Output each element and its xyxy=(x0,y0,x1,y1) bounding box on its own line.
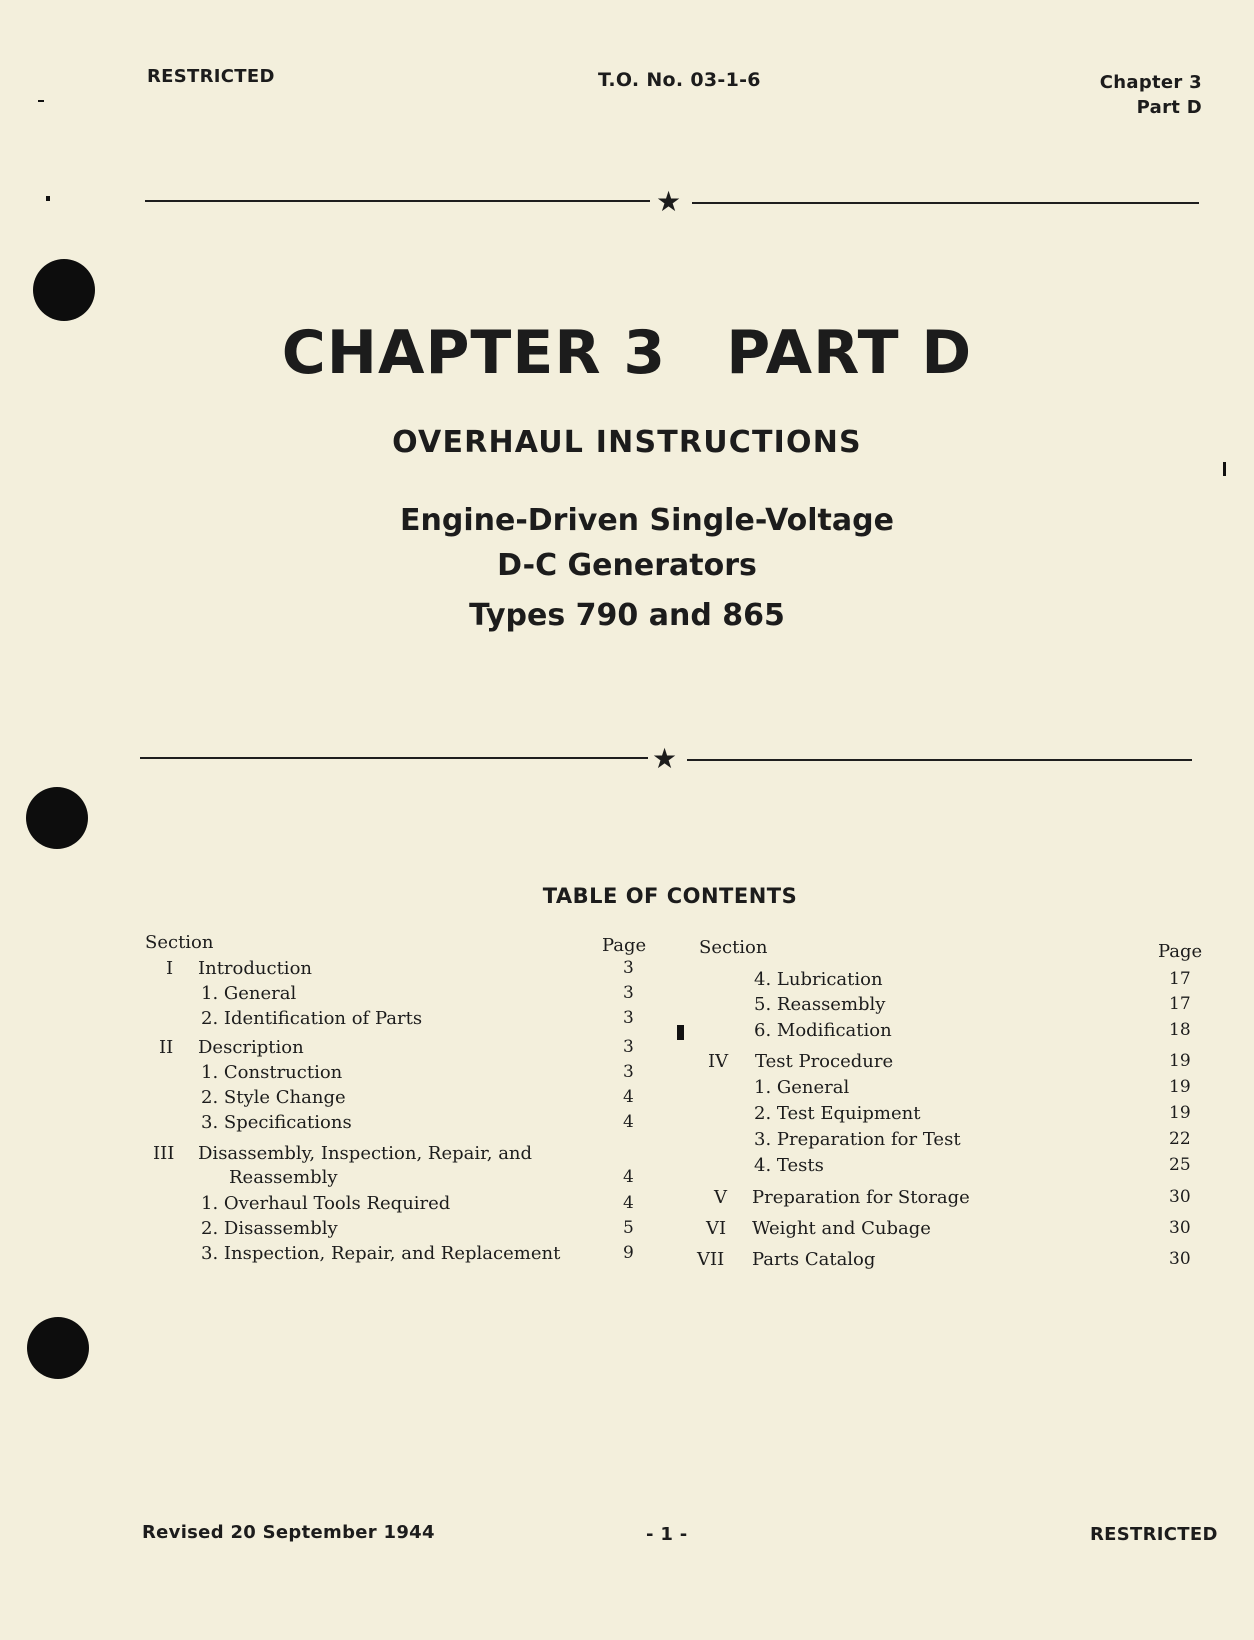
toc-entry-label: 6. Modification xyxy=(754,1020,892,1041)
toc-right-page-label: Page xyxy=(1158,941,1203,962)
binder-hole-middle xyxy=(26,787,88,849)
toc-entry-page: 3 xyxy=(623,958,634,978)
toc-heading: TABLE OF CONTENTS xyxy=(542,884,798,908)
toc-entry-label: 3. Preparation for Test xyxy=(754,1129,961,1150)
toc-entry-label: Weight and Cubage xyxy=(752,1218,931,1239)
toc-entry-label: Disassembly, Inspection, Repair, and xyxy=(198,1143,533,1164)
revision-date: Revised 20 September 1944 xyxy=(142,1522,435,1543)
header-part: Part D xyxy=(1136,97,1202,118)
toc-entry-label: Parts Catalog xyxy=(752,1249,876,1270)
toc-entry-page: 22 xyxy=(1169,1129,1191,1149)
title-line-3: Types 790 and 865 xyxy=(469,598,785,633)
toc-entry-page: 19 xyxy=(1169,1051,1191,1071)
toc-right-section-label: Section xyxy=(699,937,768,958)
toc-entry-section-number: I xyxy=(166,958,174,979)
revision-bar xyxy=(677,1025,684,1040)
page-number: - 1 - xyxy=(646,1524,688,1545)
toc-entry-page: 17 xyxy=(1169,969,1191,989)
toc-entry-label: 5. Reassembly xyxy=(754,994,886,1015)
toc-entry-label: 1. Construction xyxy=(201,1062,343,1083)
document-subtitle: OVERHAUL INSTRUCTIONS xyxy=(392,425,862,460)
toc-entry-page: 4 xyxy=(623,1193,634,1213)
header-chapter: Chapter 3 xyxy=(1099,72,1202,93)
stray-mark xyxy=(46,196,50,201)
toc-left-section-label: Section xyxy=(145,932,214,953)
toc-entry-page: 17 xyxy=(1169,994,1191,1014)
divider-left-top xyxy=(145,200,650,202)
toc-entry-label: Description xyxy=(198,1037,304,1058)
toc-entry-label: Test Procedure xyxy=(755,1051,894,1072)
toc-entry-label: 2. Style Change xyxy=(201,1087,346,1108)
toc-entry-section-number: VI xyxy=(706,1218,727,1239)
toc-entry-page: 18 xyxy=(1169,1020,1191,1040)
security-classification-bottom: RESTRICTED xyxy=(1090,1524,1218,1545)
toc-entry-page: 9 xyxy=(623,1243,634,1263)
toc-entry-label: 2. Disassembly xyxy=(201,1218,338,1239)
chapter-title-chapter: CHAPTER 3 xyxy=(281,318,667,388)
toc-entry-section-number: VII xyxy=(697,1249,725,1270)
toc-left-page-label: Page xyxy=(602,935,647,956)
toc-entry-label: 2. Test Equipment xyxy=(754,1103,921,1124)
toc-entry-page: 3 xyxy=(623,1062,634,1082)
technical-order-number: T.O. No. 03-1-6 xyxy=(598,69,761,91)
toc-entry-page: 19 xyxy=(1169,1077,1191,1097)
toc-entry-label: Preparation for Storage xyxy=(752,1187,970,1208)
stray-mark xyxy=(1223,462,1226,476)
toc-entry-page: 30 xyxy=(1169,1187,1191,1207)
binder-hole-bottom xyxy=(27,1317,89,1379)
toc-entry-page: 3 xyxy=(623,1037,634,1057)
toc-entry-label: 2. Identification of Parts xyxy=(201,1008,423,1029)
toc-entry-label: 4. Tests xyxy=(754,1155,824,1176)
title-line-1: Engine-Driven Single-Voltage xyxy=(400,503,894,538)
chapter-title xyxy=(0,318,1254,388)
toc-entry-page: 4 xyxy=(623,1087,634,1107)
star-icon: ★ xyxy=(656,185,682,218)
toc-entry-page: 19 xyxy=(1169,1103,1191,1123)
toc-entry-label: Reassembly xyxy=(229,1167,338,1188)
toc-entry-page: 4 xyxy=(623,1112,634,1132)
toc-entry-label: 1. General xyxy=(754,1077,850,1098)
toc-entry-page: 3 xyxy=(623,983,634,1003)
divider-right-top xyxy=(692,202,1199,204)
title-line-2: D-C Generators xyxy=(497,548,757,583)
toc-entry-section-number: IV xyxy=(708,1051,729,1072)
divider-left-bottom xyxy=(140,757,648,759)
divider-right-bottom xyxy=(687,759,1192,761)
toc-entry-label: 3. Specifications xyxy=(201,1112,352,1133)
toc-entry-page: 3 xyxy=(623,1008,634,1028)
toc-entry-section-number: II xyxy=(159,1037,174,1058)
chapter-title-part: PART D xyxy=(726,318,973,388)
toc-entry-page: 4 xyxy=(623,1167,634,1187)
toc-entry-label: Introduction xyxy=(198,958,312,979)
stray-mark xyxy=(38,100,44,102)
toc-entry-label: 1. Overhaul Tools Required xyxy=(201,1193,451,1214)
toc-entry-label: 4. Lubrication xyxy=(754,969,883,990)
toc-entry-page: 30 xyxy=(1169,1218,1191,1238)
toc-entry-label: 1. General xyxy=(201,983,297,1004)
toc-entry-page: 30 xyxy=(1169,1249,1191,1269)
toc-entry-section-number: III xyxy=(153,1143,175,1164)
toc-entry-section-number: V xyxy=(714,1187,727,1208)
toc-entry-label: 3. Inspection, Repair, and Replacement xyxy=(201,1243,561,1264)
star-icon: ★ xyxy=(652,742,678,775)
security-classification-top: RESTRICTED xyxy=(147,66,275,87)
binder-hole-top xyxy=(33,259,95,321)
toc-entry-page: 25 xyxy=(1169,1155,1191,1175)
toc-entry-page: 5 xyxy=(623,1218,634,1238)
